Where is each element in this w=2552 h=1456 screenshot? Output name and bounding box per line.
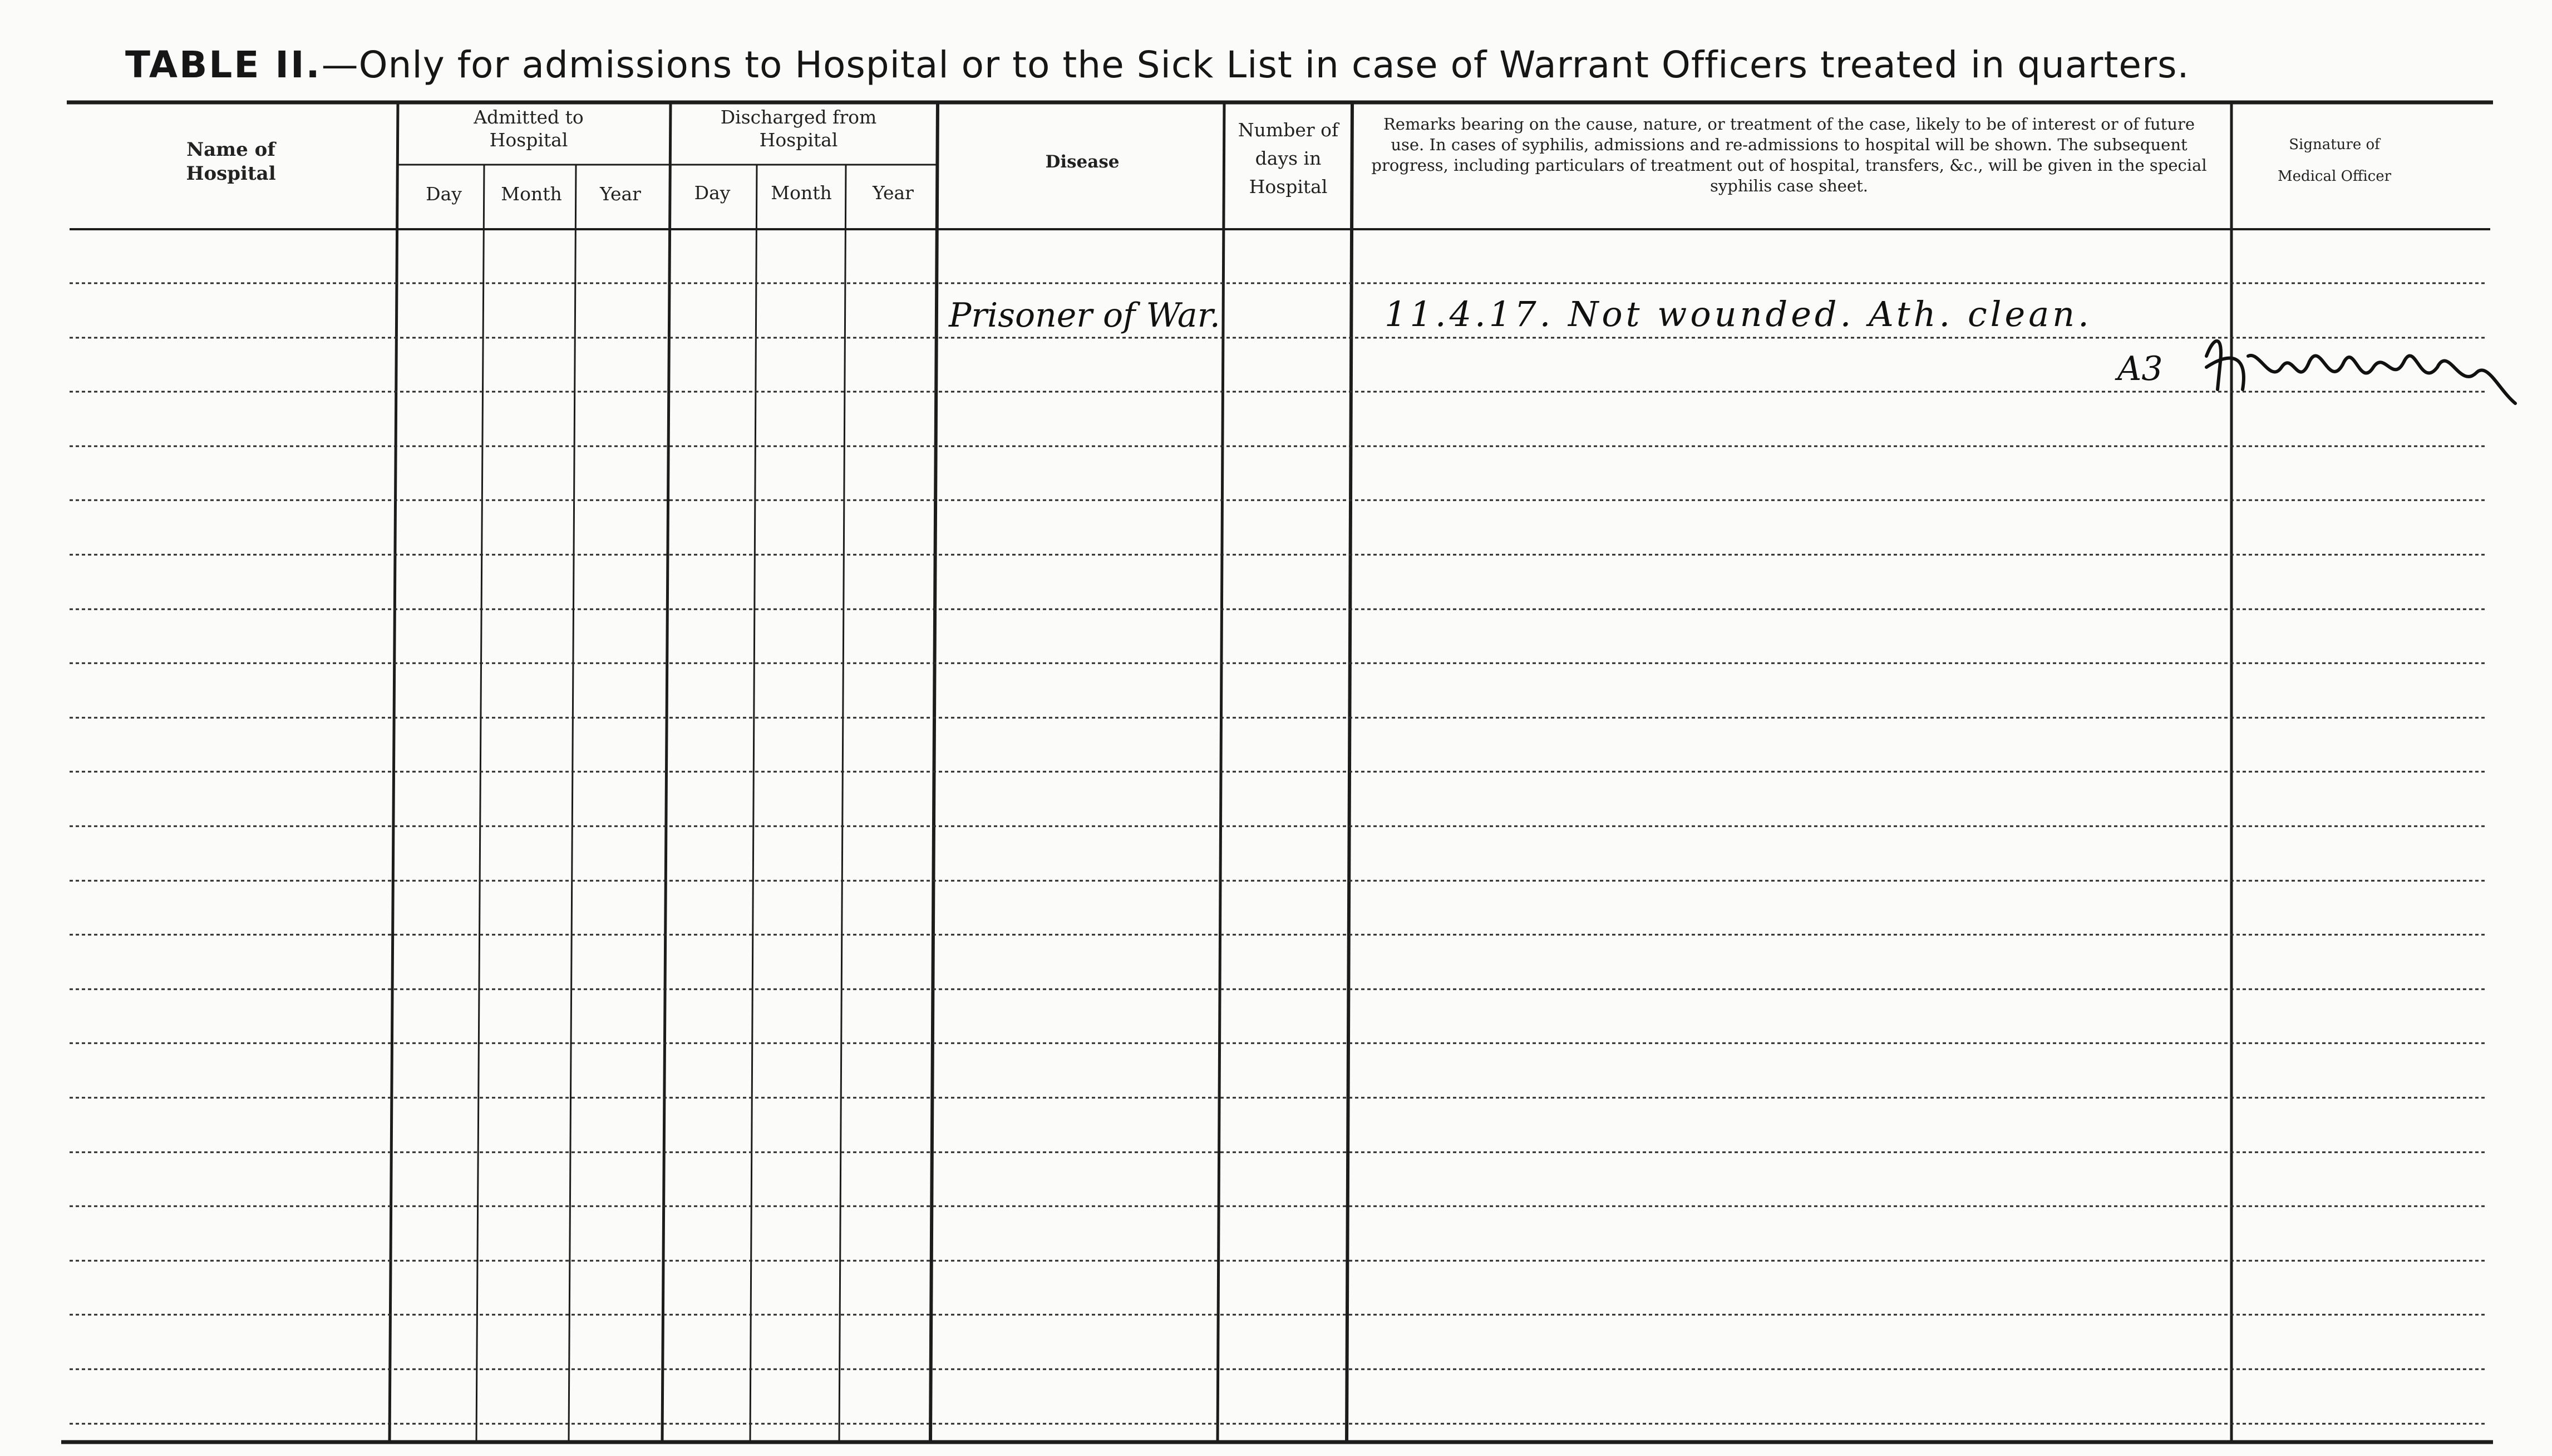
- table-title-text: —Only for admissions to Hospital or to the Sick List in case of Warrant Officers treated in quarters.: [321, 43, 2190, 86]
- entry-disease: Prisoner of War.: [949, 296, 1220, 335]
- header-admitted-year: Year: [600, 183, 641, 205]
- header-name-of-hospital: Name of Hospital: [186, 139, 276, 185]
- header-admitted: Admitted to Hospital: [474, 106, 584, 151]
- header-disease: Disease: [1045, 152, 1120, 172]
- table-title-prefix: TABLE II.: [125, 43, 322, 86]
- header-discharged-day: Day: [694, 182, 731, 204]
- entry-remarks: 11.4.17. Not wounded. Ath. clean.: [1385, 294, 2092, 334]
- header-admitted-month: Month: [501, 183, 562, 205]
- header-days-in-hospital: Number of days in Hospital: [1238, 119, 1339, 198]
- entry-note: A3: [2117, 349, 2163, 388]
- header-admitted-day: Day: [426, 183, 462, 205]
- header-remarks: Remarks bearing on the cause, nature, or treatment of the case, likely to be of interest or of future use. In cases of syphilis, admissions and re-admissions to hospital will be shown. The subsequent progress, including particulars of treatment out of hospital, transfers, &c., will be given in the special syphilis case sheet.: [1371, 115, 2207, 196]
- header-signature: Signature of Medical Officer: [2277, 136, 2392, 185]
- header-discharged: Discharged from Hospital: [720, 106, 877, 151]
- header-discharged-year: Year: [873, 182, 914, 204]
- header-discharged-month: Month: [771, 182, 832, 204]
